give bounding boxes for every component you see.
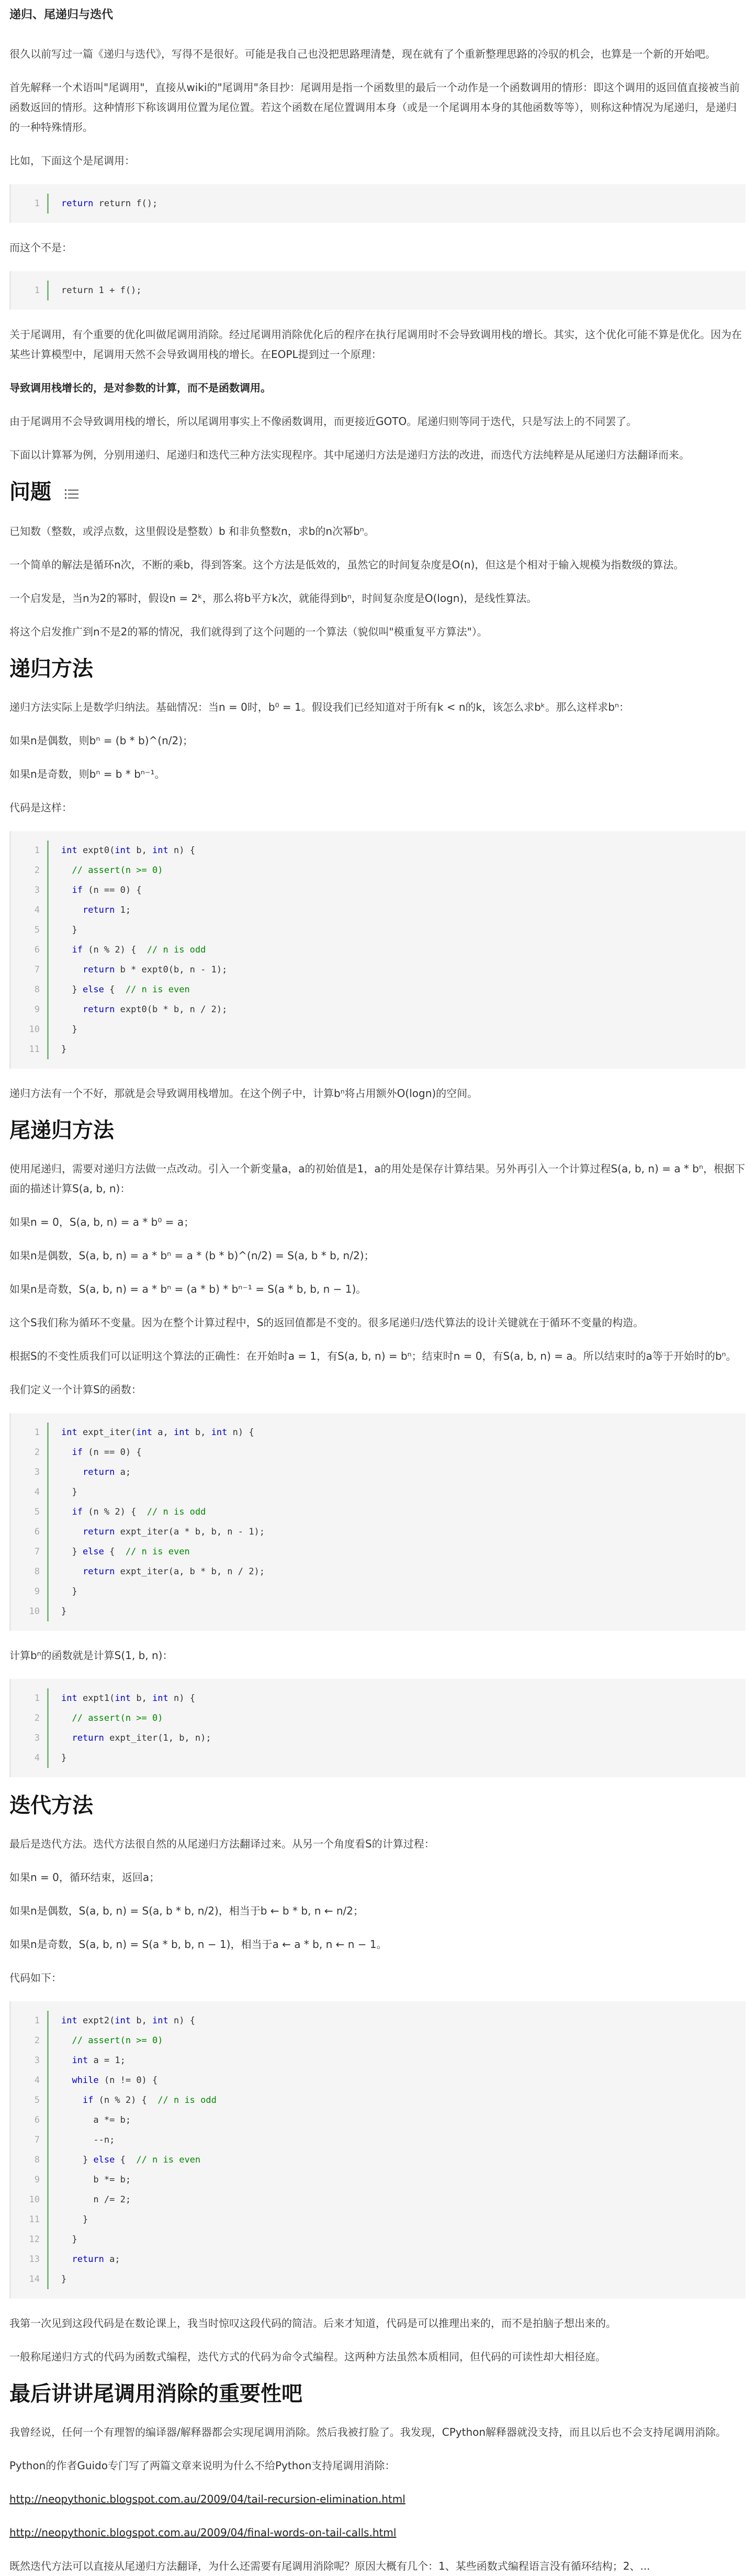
- line-number: 8: [11, 1562, 49, 1582]
- intro-paragraph-3: 比如，下面这个是尾调用：: [9, 154, 135, 167]
- code-row: [11, 2031, 746, 2051]
- line-number: 3: [11, 880, 49, 900]
- code-row: [11, 860, 746, 880]
- section-heading-importance: 最后讲讲尾调用消除的重要性吧: [9, 2382, 302, 2406]
- code-row: [11, 940, 746, 960]
- line-number: 2: [11, 1442, 49, 1462]
- code-line: }: [61, 1586, 77, 1597]
- iter-paragraph-4: 如果n是奇数，S(a, b, n) = S(a * b, b, n − 1)，相当于a ← a * b, n ← n − 1。: [9, 1938, 387, 1951]
- recursive-paragraph-4: 代码是这样：: [9, 801, 72, 814]
- code-line: b *= b;: [61, 2175, 131, 2185]
- iter-paragraph-3: 如果n是偶数，S(a, b, n) = S(a, b * b, n/2)，相当于b ← b * b, n ← n/2；: [9, 1905, 364, 1917]
- code-row: [11, 920, 746, 940]
- line-number: 6: [11, 940, 49, 960]
- tail-paragraph-2: 如果n = 0，S(a, b, n) = a * b⁰ = a；: [9, 1216, 195, 1228]
- line-number: 1: [11, 2011, 49, 2031]
- line-number: 3: [11, 2051, 49, 2070]
- tail-paragraph-6: 根据S的不变性质我们可以证明这个算法的正确性：在开始时a = 1，有S(a, b, n) = bⁿ；结束时n = 0，有S(a, b, n) = a。所以结束时的a等于开始时的bⁿ。: [9, 1350, 737, 1362]
- tail-paragraph-3: 如果n是偶数，S(a, b, n) = a * bⁿ = a * (b * b)^(n/2) = S(a, b * b, n/2)；: [9, 1249, 375, 1262]
- principle-quote: 导致调用栈增长的，是对参数的计算，而不是函数调用。: [9, 382, 271, 394]
- code-row: [11, 1462, 746, 1482]
- code-block-expt0: [9, 831, 746, 1069]
- code-line: while (n != 0) {: [72, 2075, 158, 2086]
- code-block-tail-call: 1 return return f();: [9, 184, 746, 223]
- code-line: int expt_iter(int a, int b, int n) {: [61, 1427, 254, 1438]
- code-line: n /= 2;: [61, 2194, 131, 2205]
- code-line: }: [61, 1024, 77, 1035]
- code-line: return expt0(b * b, n / 2);: [82, 1004, 228, 1015]
- line-number: 4: [11, 900, 49, 920]
- code-row: [11, 2150, 746, 2170]
- line-number: 10: [11, 1020, 49, 1039]
- line-number: 7: [11, 2130, 49, 2150]
- line-number: 13: [11, 2249, 49, 2269]
- line-number: 8: [11, 980, 49, 1000]
- intro-paragraph-7: 下面以计算幂为例，分别用递归、尾递归和迭代三种方法实现程序。其中尾递归方法是递归方法的改进，而迭代方法纯粹是从尾递归方法翻译而来。: [9, 449, 690, 461]
- line-number: 9: [11, 1000, 49, 1020]
- code-row: [11, 980, 746, 1000]
- final-paragraph-1: 我曾经说，任何一个有理智的编译器/解释器都会实现尾调用消除。然后我被打脸了。我发现，CPython解释器就没支持，而且以后也不会支持尾调用消除。: [9, 2426, 727, 2438]
- code-line: return expt_iter(a, b * b, n / 2);: [82, 1566, 265, 1577]
- code-line: int expt0(int b, int n) {: [61, 845, 195, 856]
- iter-paragraph-2: 如果n = 0，循环结束，返回a；: [9, 1871, 160, 1884]
- line-number: 6: [11, 2110, 49, 2130]
- recursive-paragraph-1: 递归方法实际上是数学归纳法。基础情况：当n = 0时，b⁰ = 1。假设我们已经知道对于所有k < n的k，该怎么求bᵏ。那么这样求bⁿ：: [9, 701, 629, 713]
- code-row: [11, 2090, 746, 2110]
- code-row: [11, 1728, 746, 1748]
- tail-paragraph-7: 我们定义一个计算S的函数：: [9, 1383, 142, 1396]
- line-number: 2: [11, 860, 49, 880]
- tail-paragraph-8: 计算bⁿ的函数就是计算S(1, b, n)：: [9, 1649, 173, 1662]
- code-row: [11, 1542, 746, 1562]
- line-number: 11: [11, 1039, 49, 1059]
- code-line: }: [61, 1753, 67, 1763]
- code-block-expt2: [9, 2001, 746, 2299]
- code-row: [11, 1562, 746, 1582]
- section-heading-problem: 问题: [9, 478, 746, 507]
- intro-paragraph-2: 首先解释一个术语叫"尾调用"，直接从wiki的"尾调用"条目抄：尾调用是指一个函数里的最后一个动作是一个函数调用的情形：即这个调用的返回值直接被当前函数返回的情形。这种情形下称该调用位置为尾位置。若这个函数在尾位置调用本身（或是一个尾调用本身的其他函数等等），则称这种情况为尾递归，是递归的一种特殊情形。: [9, 81, 740, 133]
- code-line: } else { // n is even: [61, 984, 190, 995]
- code-line: }: [61, 1487, 77, 1497]
- code-row: [11, 2170, 746, 2190]
- line-number: 1: [11, 1423, 49, 1442]
- line-number: 10: [11, 2190, 49, 2210]
- code-block-not-tail-call: 1 return 1 + f();: [9, 271, 746, 310]
- section-heading-recursive: 递归方法: [9, 657, 93, 681]
- code-row: [11, 1000, 746, 1020]
- code-line: if (n % 2) { // n is odd: [82, 2095, 217, 2105]
- final-paragraph-3: 既然迭代方法可以直接从尾递归方法翻译，为什么还需要有尾调用消除呢？原因大概有几个：1、某些函数式编程语言没有循环结构；2、...: [9, 2560, 650, 2572]
- line-number: 6: [11, 1522, 49, 1542]
- code-row: [11, 960, 746, 980]
- code-row: [11, 1020, 746, 1039]
- line-number: 3: [11, 1462, 49, 1482]
- code-block-expt-iter: [9, 1413, 746, 1631]
- code-row: [11, 2110, 746, 2130]
- line-number: 8: [11, 2150, 49, 2170]
- code-row: [11, 2230, 746, 2249]
- line-number: 4: [11, 1748, 49, 1768]
- code-row: [11, 1039, 746, 1059]
- page-title: 递归、尾递归与迭代: [9, 8, 114, 21]
- line-number: 7: [11, 1542, 49, 1562]
- code-line: if (n == 0) {: [72, 885, 142, 895]
- recursive-paragraph-5: 递归方法有一个不好，那就是会导致调用栈增加。在这个例子中，计算bⁿ将占用额外O(logn)的空间。: [9, 1087, 478, 1100]
- line-number: 9: [11, 1582, 49, 1601]
- line-number: 2: [11, 1708, 49, 1728]
- section-heading-tail-recursive: 尾递归方法: [9, 1118, 114, 1143]
- line-number: 10: [11, 1601, 49, 1621]
- code-line: return expt_iter(1, b, n);: [72, 1733, 211, 1743]
- iter-paragraph-5: 代码如下：: [9, 1972, 62, 1984]
- code-line: int a = 1;: [72, 2055, 126, 2066]
- problem-paragraph-3: 一个启发是，当n为2的幂时，假设n = 2ᵏ，那么将b平方k次，就能得到bⁿ，时间复杂度是O(logn)，是线性算法。: [9, 592, 537, 604]
- code-line: return a;: [72, 2254, 120, 2265]
- code-line: --n;: [61, 2135, 115, 2145]
- code-row: [11, 2249, 746, 2269]
- intro-paragraph-4: 而这个不是：: [9, 241, 72, 254]
- line-number: 2: [11, 2031, 49, 2051]
- recursive-paragraph-3: 如果n是奇数，则bⁿ = b * bⁿ⁻¹。: [9, 768, 165, 780]
- problem-paragraph-4: 将这个启发推广到n不是2的幂的情况，我们就得到了这个问题的一个算法（貌似叫"模重复平方算法"）。: [9, 625, 488, 638]
- intro-paragraph-6: 由于尾调用不会导致调用栈的增长，所以尾调用事实上不像函数调用，而更接近GOTO。尾递归则等同于迭代，只是写法上的不同罢了。: [9, 415, 637, 428]
- code-line: // assert(n >= 0): [72, 865, 163, 876]
- line-number: 5: [11, 2090, 49, 2110]
- code-row: [11, 1582, 746, 1601]
- iter-paragraph-7: 一般称尾递归方式的代码为函数式编程，迭代方式的代码为命令式编程。这两种方法虽然本质相同，但代码的可读性却大相径庭。: [9, 2350, 606, 2363]
- code-row: [11, 2011, 746, 2031]
- code-block-expt1: [9, 1679, 746, 1777]
- problem-paragraph-1: 已知数（整数，或浮点数，这里假设是整数）b 和非负整数n，求b的n次幂bⁿ。: [9, 525, 375, 537]
- code-line: } else { // n is even: [61, 1547, 190, 1557]
- tail-paragraph-4: 如果n是奇数，S(a, b, n) = a * bⁿ = (a * b) * bⁿ⁻¹ = S(a * b, b, n − 1)。: [9, 1283, 367, 1295]
- code-row: [11, 880, 746, 900]
- code-line: if (n % 2) { // n is odd: [72, 945, 206, 955]
- code-line: }: [61, 1606, 67, 1617]
- final-paragraph-2: Python的作者Guido专门写了两篇文章来说明为什么不给Python支持尾调用消除：: [9, 2459, 396, 2472]
- line-number: 5: [11, 920, 49, 940]
- list-icon[interactable]: [65, 479, 78, 507]
- code-line: return return f();: [61, 198, 158, 209]
- code-line: int expt2(int b, int n) {: [61, 2015, 195, 2026]
- line-number: 4: [11, 1482, 49, 1502]
- code-row: [11, 1522, 746, 1542]
- link-final-words-on-tail-calls[interactable]: http://neopythonic.blogspot.com.au/2009/04/final-words-on-tail-calls.html: [9, 2526, 397, 2539]
- line-number: 11: [11, 2210, 49, 2230]
- line-number: 12: [11, 2230, 49, 2249]
- code-line: }: [61, 2214, 88, 2225]
- iter-paragraph-6: 我第一次见到这段代码是在数论课上，我当时惊叹这段代码的简洁。后来才知道，代码是可以推理出来的，而不是拍脑子想出来的。: [9, 2317, 616, 2329]
- code-row: [11, 1482, 746, 1502]
- code-line: return 1;: [82, 905, 131, 915]
- code-line: }: [61, 2274, 67, 2284]
- code-row: [11, 841, 746, 860]
- code-line: return expt_iter(a * b, b, n - 1);: [82, 1527, 265, 1537]
- code-row: [11, 2130, 746, 2150]
- code-line: }: [61, 925, 77, 935]
- code-line: int expt1(int b, int n) {: [61, 1693, 195, 1704]
- code-row: [11, 2051, 746, 2070]
- line-number: 9: [11, 2170, 49, 2190]
- code-line: }: [61, 1044, 67, 1055]
- code-line: return 1 + f();: [61, 285, 142, 296]
- code-line: return b * expt0(b, n - 1);: [82, 965, 228, 975]
- line-number: 4: [11, 2070, 49, 2090]
- line-number: 7: [11, 960, 49, 980]
- line-number: 5: [11, 1502, 49, 1522]
- link-tail-recursion-elimination[interactable]: http://neopythonic.blogspot.com.au/2009/04/tail-recursion-elimination.html: [9, 2493, 405, 2505]
- line-number: 14: [11, 2269, 49, 2289]
- code-row: [11, 2070, 746, 2090]
- code-row: [11, 900, 746, 920]
- code-row: [11, 2190, 746, 2210]
- code-row: [11, 1442, 746, 1462]
- code-row: [11, 1601, 746, 1621]
- recursive-paragraph-2: 如果n是偶数，则bⁿ = (b * b)^(n/2)；: [9, 734, 194, 747]
- line-number: 1: [11, 1688, 49, 1708]
- code-line: // assert(n >= 0): [72, 2035, 163, 2046]
- section-heading-iterative: 迭代方法: [9, 1794, 93, 1818]
- tail-paragraph-1: 使用尾递归，需要对递归方法做一点改动。引入一个新变量a，a的初始值是1，a的用处是保存计算结果。另外再引入一个计算过程S(a, b, n) = a * bⁿ，根据下面的描述计算S(a, b, n)：: [9, 1162, 745, 1195]
- line-number: 3: [11, 1728, 49, 1748]
- code-line: // assert(n >= 0): [72, 1713, 163, 1723]
- code-row: [11, 2269, 746, 2289]
- problem-paragraph-2: 一个简单的解法是循环n次，不断的乘b，得到答案。这个方法是低效的，虽然它的时间复杂度是O(n)，但这是个相对于输入规模为指数级的算法。: [9, 558, 684, 571]
- code-row: [11, 2210, 746, 2230]
- iter-paragraph-1: 最后是迭代方法。迭代方法很自然的从尾递归方法翻译过来。从另一个角度看S的计算过程：: [9, 1838, 435, 1850]
- code-line: if (n % 2) { // n is odd: [72, 1507, 206, 1517]
- code-line: return a;: [82, 1467, 131, 1477]
- tail-paragraph-5: 这个S我们称为循环不变量。因为在整个计算过程中，S的返回值都是不变的。很多尾递归/迭代算法的设计关键就在于循环不变量的构造。: [9, 1316, 644, 1329]
- code-row: [11, 1708, 746, 1728]
- intro-paragraph-1: 很久以前写过一篇《递归与迭代》，写得不是很好。可能是我自己也没把思路理清楚，现在就有了个重新整理思路的冷驭的机会，也算是一个新的开始吧。: [9, 48, 716, 60]
- code-row: [11, 1502, 746, 1522]
- code-row: [11, 1748, 746, 1768]
- code-line: } else { // n is even: [61, 2155, 201, 2165]
- code-row: [11, 1688, 746, 1708]
- code-row: [11, 1423, 746, 1442]
- line-number: 1: [11, 841, 49, 860]
- code-line: a *= b;: [61, 2115, 131, 2125]
- code-line: if (n == 0) {: [72, 1447, 142, 1458]
- code-line: }: [61, 2234, 77, 2245]
- intro-paragraph-5: 关于尾调用，有个重要的优化叫做尾调用消除。经过尾调用消除优化后的程序在执行尾调用时不会导致调用栈的增长。其实，这个优化可能不算是优化。因为在某些计算模型中，尾调用天然不会导致调用栈的增长。在EOPL提到过一个原理：: [9, 328, 742, 361]
